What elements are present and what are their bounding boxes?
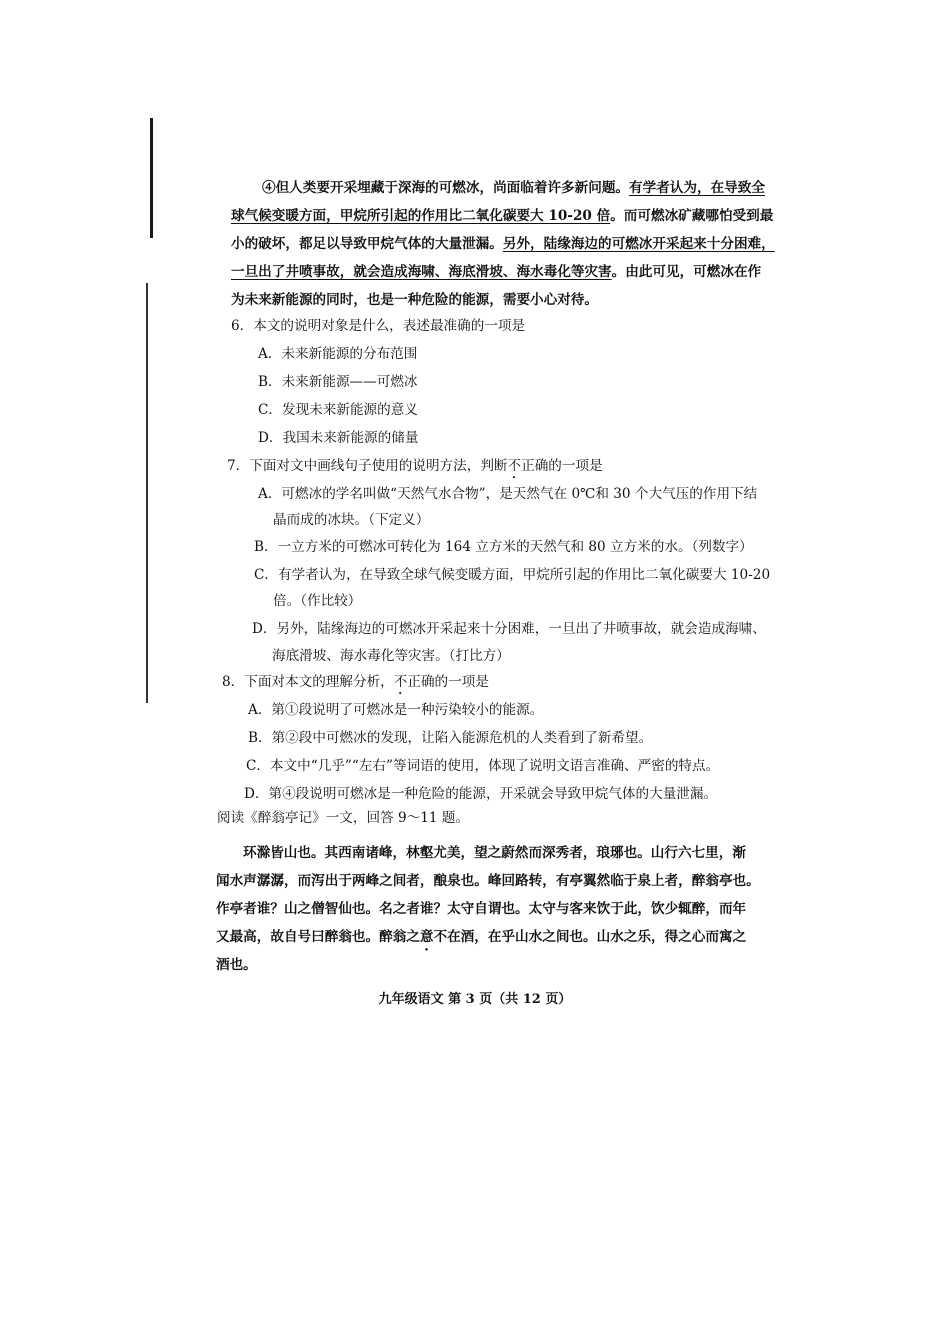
q6-option-a: A．未来新能源的分布范围 [258, 346, 418, 362]
scan-edge-mark [146, 283, 148, 703]
q8-stem-text: 正确的一项是 [407, 674, 489, 690]
passage-line-2: 闻水声潺潺，而泻出于两峰之间者，酿泉也。峰回路转，有亭翼然临于泉上者，醉翁亭也。 [216, 873, 760, 889]
q7-option-c-cont: 倍。（作比较） [273, 593, 362, 609]
passage-text: 不在酒，在乎山水之间也。山水之乐，得之心而寓之 [433, 929, 747, 945]
q6-option-d: D．我国未来新能源的储量 [258, 430, 419, 446]
page-footer: 九年级语文 第 3 页（共 12 页） [378, 992, 572, 1007]
q8-option-c: C．本文中“几乎”“左右”等词语的使用，体现了说明文语言准确、严密的特点。 [246, 758, 720, 774]
para4-underlined-text: 有学者认为，在导致全 [629, 180, 765, 196]
q8-stem [222, 672, 489, 698]
q8-option-b: B．第②段中可燃冰的发现，让陷入能源危机的人类看到了新希望。 [248, 730, 653, 746]
q8-option-a: A．第①段说明了可燃冰是一种污染较小的能源。 [248, 702, 544, 718]
passage-line-1: 环滁皆山也。其西南诸峰，林壑尤美，望之蔚然而深秀者，琅琊也。山行六七里，渐 [243, 845, 746, 861]
passage-text: 又最高，故自号曰醉翁也。醉翁之 [216, 929, 420, 945]
q8-stem-text: 8．下面对本文的理解分析， [222, 674, 394, 690]
para4-line-4 [231, 262, 761, 282]
para4-text: 小的破坏，都足以导致甲烷气体的大量泄漏。 [231, 236, 503, 252]
q7-option-b: B．一立方米的可燃冰可转化为 164 立方米的天然气和 80 立方米的水。（列数字） [254, 539, 753, 555]
q7-stem [227, 456, 603, 482]
q6-stem: 6．本文的说明对象是什么，表述最准确的一项是 [231, 318, 526, 334]
para4-underlined-text: 球气候变暖方面，甲烷所引起的作用比二氧化碳要大 10-20 倍 [231, 208, 611, 224]
q6-option-c: C．发现未来新能源的意义 [258, 402, 418, 418]
passage-line-4 [216, 927, 746, 954]
passage-line-5: 酒也。 [216, 957, 257, 973]
q7-option-a-cont: 晶而成的冰块。（下定义） [273, 512, 430, 528]
para4-line-2 [231, 206, 773, 226]
para4-line-1 [262, 178, 765, 198]
para4-line-3 [231, 234, 775, 254]
para4-text: 。由此可见，可燃冰在作 [611, 264, 762, 280]
para4-underlined-text: 一旦出了井喷事故，就会造成海啸、海底滑坡、海水毒化等灾害 [231, 264, 612, 280]
reading-intro: 阅读《醉翁亭记》一文，回答 9～11 题。 [217, 810, 470, 826]
q7-option-d: D．另外，陆缘海边的可燃冰开采起来十分困难，一旦出了井喷事故，就会造成海啸、 [252, 621, 766, 637]
q7-option-d-cont: 海底滑坡、海水毒化等灾害。（打比方） [272, 648, 510, 664]
q7-emphasis-word: 不 [507, 458, 522, 474]
scan-edge-mark [150, 118, 153, 238]
para4-line-5: 为未来新能源的同时，也是一种危险的能源，需要小心对待。 [231, 292, 599, 308]
passage-emphasis-word: 意 [419, 929, 434, 945]
passage-line-3: 作亭者谁？山之僧智仙也。名之者谁？太守自谓也。太守与客来饮于此，饮少辄醉，而年 [216, 901, 747, 917]
q8-emphasis-word: 不 [393, 674, 408, 690]
q6-option-b: B．未来新能源——可燃冰 [258, 374, 418, 390]
q7-stem-text: 正确的一项是 [521, 458, 603, 474]
q7-option-c: C．有学者认为，在导致全球气候变暖方面，甲烷所引起的作用比二氧化碳要大 10-20 [254, 567, 771, 583]
q8-option-d: D．第④段说明可燃冰是一种危险的能源，开采就会导致甲烷气体的大量泄漏。 [244, 786, 718, 802]
para4-underlined-text: 另外，陆缘海边的可燃冰开采起来十分困难， [502, 236, 775, 252]
q7-stem-text: 7．下面对文中画线句子使用的说明方法，判断 [227, 458, 508, 474]
para4-text: 。而可燃冰矿藏哪怕受到最 [610, 208, 774, 224]
para4-text: ④但人类要开采埋藏于深海的可燃冰，尚面临着许多新问题。 [262, 180, 630, 196]
q7-option-a: A．可燃冰的学名叫做“天然气水合物”，是天然气在 0℃和 30 个大气压的作用下结 [258, 486, 758, 502]
